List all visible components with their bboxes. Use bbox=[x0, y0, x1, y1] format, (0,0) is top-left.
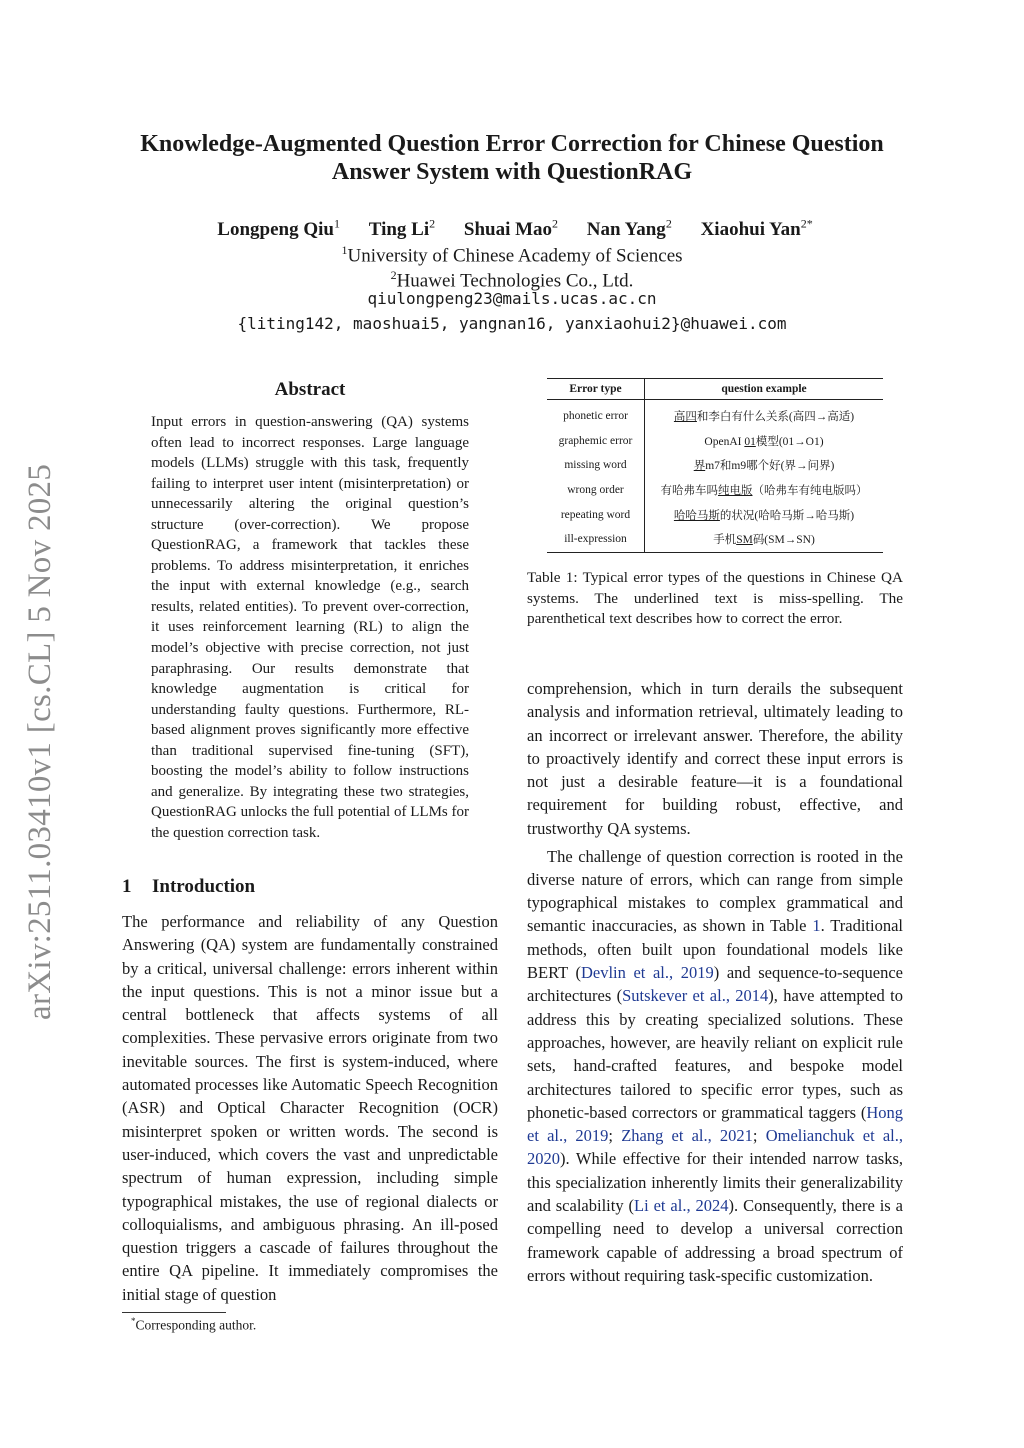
table-row bbox=[547, 453, 883, 478]
section-heading: 1 Introduction bbox=[122, 876, 256, 897]
error-type-cell: ill-expression bbox=[547, 527, 645, 552]
table-reference-link[interactable]: 1 bbox=[812, 916, 821, 936]
affiliation: $^2$Huawei Technologies Co., Ltd. bbox=[390, 268, 634, 292]
error-type-cell: missing word bbox=[547, 453, 645, 478]
table-row bbox=[547, 478, 883, 503]
footnote-rule bbox=[122, 1312, 226, 1313]
paper-title: Knowledge-Augmented Question Error Correction for Chinese Question Answer System with QuestionRAG bbox=[140, 131, 884, 185]
error-type-cell: repeating word bbox=[547, 502, 645, 527]
table-header: question example bbox=[645, 379, 884, 400]
footnote: *Corresponding author. bbox=[131, 1316, 257, 1333]
table-caption: Table 1: Typical error types of the questions in Chinese QA systems. The underlined text is miss-spelling. The parenthetical text describes how to correct the error. bbox=[527, 569, 903, 627]
citation-link[interactable]: Omelianchuk et al., 2020 bbox=[527, 1126, 903, 1169]
paragraph: The challenge of question correction is rooted in the diverse nature of errors, which can range from simple typographical mistakes to complex grammatical and semantic inaccuracies, as shown in Table 1. Traditional methods, often built upon foundational models like BERT (Devlin et al., 2019) and sequence-to-sequence architectures (Sutskever et al., 2014), have attempted to address this by creating specialized solutions. These approaches, however, are heavily reliant on explicit rule sets, hand-crafted features, and bespoke model architectures tailored to specific error types, such as phonetic-based correctors or grammatical taggers (Hong et al., 2019; Zhang et al., 2021; Omelianchuk et al., 2020). While effective for their intended narrow tasks, this specialization inherently limits their generalizability and scalability (Li et al., 2024). Consequently, there is a compelling need to develop a universal correction framework capable of addressing a broad spectrum of errors without requiring task-specific customization. bbox=[527, 846, 903, 1285]
author: Nan Yang$^2$ bbox=[586, 217, 672, 241]
question-example-cell: 哈哈马斯的状况(哈哈马斯→哈马斯) bbox=[673, 509, 855, 522]
author: Longpeng Qiu$^1$ bbox=[217, 217, 340, 241]
author: Xiaohui Yan$^{2*}$ bbox=[700, 217, 813, 241]
paragraph: comprehension, which in turn derails the subsequent analysis and information retrieval, ultimately leading to an incorrect or irrelevant answer. Therefore, the ability to proactively identify and correct these input errors is not just a desirable feature—it is a foundational requirement for building robust, effective, and trustworthy QA systems. bbox=[527, 679, 903, 838]
citation-link[interactable]: Hong et al., 2019 bbox=[527, 1102, 903, 1146]
table-row bbox=[547, 527, 883, 552]
question-example-cell: 高四和李白有什么关系(高四→高适) bbox=[673, 411, 855, 424]
citation-link[interactable]: Zhang et al., 2021 bbox=[621, 1126, 753, 1146]
table-header: Error type bbox=[547, 379, 645, 400]
email-address: qiulongpeng23@mails.ucas.ac.cn bbox=[367, 289, 657, 308]
citation-link[interactable]: Devlin et al., 2019 bbox=[580, 963, 714, 983]
error-type-cell: phonetic error bbox=[547, 400, 645, 429]
affiliation: $^1$University of Chinese Academy of Sciences bbox=[341, 243, 683, 267]
author: Ting Li$^2$ bbox=[368, 217, 436, 241]
question-example-cell: 界m7和m9哪个好(界→问界) bbox=[693, 460, 835, 473]
arxiv-identifier: arXiv:2511.03410v1 [cs.CL] 5 Nov 2025 bbox=[22, 463, 58, 1020]
introduction-text: The performance and reliability of any Question Answering (QA) system are fundamentally constrained by a critical, universal challenge: errors inherent within the input questions. This is not a minor issue but a central bottleneck that affects systems of all complexities. These pervasive errors originate from two inevitable sources. The first is system-induced, where automated processes like Automatic Speech Recognition (ASR) and Optical Character Recognition (OCR) misinterpret spoken or written words. The second is user-induced, which covers the vast and unpredictable spectrum of human expression, including simple typographical mistakes, the use of regional dialects or colloquialisms, and ambiguous phrasing. An ill-posed question triggers a cascade of failures throughout the entire QA pipeline. It immediately compromises the initial stage of question bbox=[122, 912, 498, 1304]
citation-link[interactable]: Li et al., 2024 bbox=[634, 1196, 729, 1216]
table-row bbox=[547, 502, 883, 527]
table-header-row bbox=[547, 379, 883, 400]
question-example-cell: OpenAI 01模型(01→O1) bbox=[704, 435, 824, 448]
abstract-heading: Abstract bbox=[274, 379, 346, 400]
abstract-text: Input errors in question-answering (QA) systems often lead to incorrect responses. Large language models (LLMs) struggle with this task, frequently failing to interpret user intent (misinterpretation) or unnecessarily altering the original question’s structure (over-correction). We propose QuestionRAG, a framework that tackles these problems. To address misinterpretation, it enriches the input with external knowledge (e.g., search results, related entities). To prevent over-correction, it uses reinforcement learning (RL) to align the model’s objective with precise correction, not just paraphrasing. Our results demonstrate that knowledge augmentation is critical for understanding faulty questions. Furthermore, RL-based alignment proves significantly more effective than traditional supervised fine-tuning (SFT), boosting the model’s ability to follow instructions and generalize. By integrating these two strategies, QuestionRAG unlocks the full potential of LLMs for the question correction task. bbox=[151, 414, 469, 841]
question-example-cell: 手机SM码(SM→SN) bbox=[645, 527, 884, 552]
table-row bbox=[547, 400, 883, 429]
right-column-text bbox=[527, 677, 903, 1287]
table-row bbox=[547, 429, 883, 454]
error-type-cell: wrong order bbox=[547, 478, 645, 503]
error-type-table bbox=[547, 378, 883, 553]
error-type-cell: graphemic error bbox=[547, 429, 645, 454]
author: Shuai Mao$^2$ bbox=[463, 217, 559, 241]
email-address: {liting142, maoshuai5, yangnan16, yanxiaohui2}@huawei.com bbox=[237, 314, 787, 333]
citation-link[interactable]: Sutskever et al., 2014 bbox=[622, 986, 769, 1006]
question-example-cell: 有哈弗车吗纯电版（哈弗车有纯电版吗） bbox=[660, 485, 868, 498]
